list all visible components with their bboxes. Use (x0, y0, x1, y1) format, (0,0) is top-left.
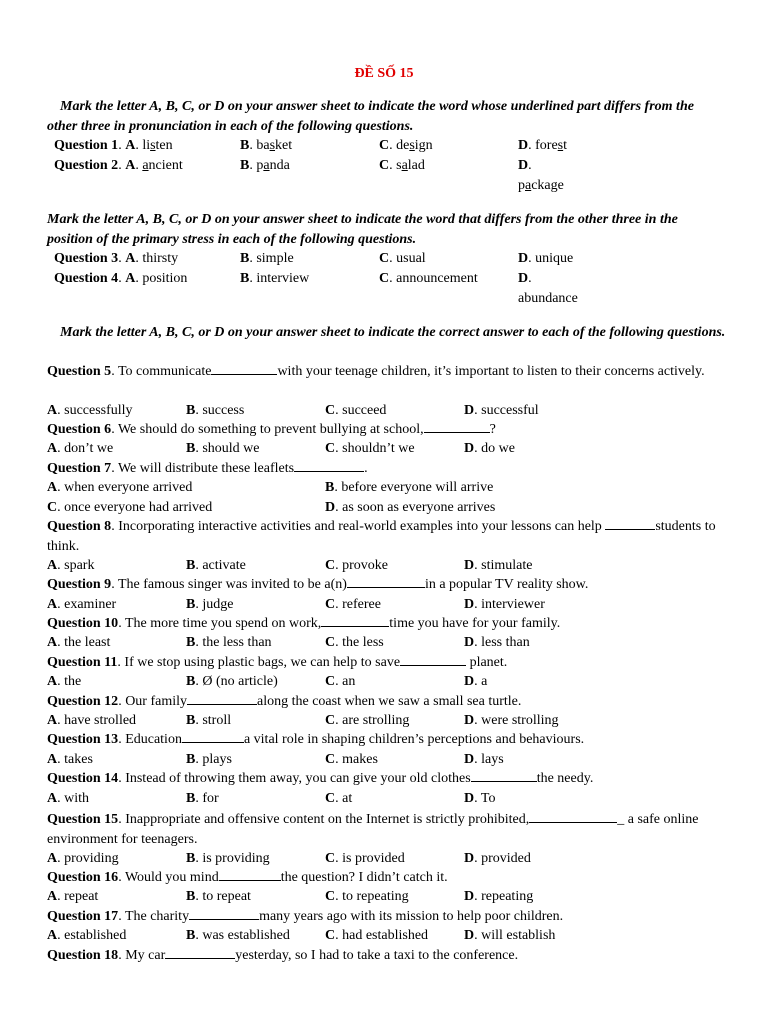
answer-blank (400, 653, 466, 666)
question-6-options: A. don’t we B. should we C. shouldn’t we D. do we (47, 441, 515, 456)
question-15-options: A. providing B. is providing C. is provided D. provided (47, 851, 531, 866)
question-8-stem: Question 8. Incorporating interactive activities and real-world examples into your lessons can help students to think. (47, 519, 716, 554)
question-5-options: A. successfully B. success C. succeed D. successful (47, 403, 539, 418)
question-11-options: A. the B. Ø (no article) C. an D. a (47, 674, 488, 689)
answer-blank (471, 769, 537, 782)
question-5-stem: Question 5. To communicate with your teenage children, it’s important to listen to their concerns actively. (47, 364, 705, 379)
question-15-stem: Question 15. Inappropriate and offensive content on the Internet is strictly prohibited, _ a safe online environment for teenagers. (47, 812, 699, 847)
question-6-stem: Question 6. We should do something to prevent bullying at school, ? (47, 422, 496, 437)
answer-blank (182, 730, 244, 743)
question-10-options: A. the least B. the less than C. the less D. less than (47, 635, 530, 650)
question-13-stem: Question 13. Education a vital role in shaping children’s perceptions and behaviours. (47, 732, 585, 747)
answer-blank (321, 614, 389, 627)
answer-blank (605, 517, 655, 530)
question-13-options: A. takes B. plays C. makes D. lays (47, 752, 504, 767)
answer-blank (165, 946, 235, 959)
question-12-stem: Question 12. Our family along the coast when we saw a small sea turtle. (47, 694, 522, 709)
answer-blank (424, 420, 490, 433)
answer-blank (219, 868, 281, 881)
answer-blank (529, 810, 617, 823)
question-17-stem: Question 17. The charity many years ago with its mission to help poor children. (47, 909, 564, 924)
question-14-stem: Question 14. Instead of throwing them away, you can give your old clothes the needy. (47, 771, 594, 786)
answer-blank (187, 692, 257, 705)
exam-title: ĐỀ SỐ 15 (354, 66, 414, 81)
section2-instruction: Mark the letter A, B, C, or D on your answer sheet to indicate the word that differs from the other three in the position of the primary stress in each of the following questions. (47, 212, 678, 247)
question-18-stem: Question 18. My car yesterday, so I had to take a taxi to the conference. (47, 948, 519, 963)
question-14-options: A. with B. for C. at D. To (47, 791, 496, 806)
section1-instruction: Mark the letter A, B, C, or D on your answer sheet to indicate the word whose underlined part differs from the other three in pronunciation in each of the following questions. (47, 99, 694, 134)
question-10-stem: Question 10. The more time you spend on work, time you have for your family. (47, 616, 561, 631)
answer-blank (189, 907, 259, 920)
question-7-options-cd: C. once everyone had arrived D. as soon as everyone arrives (47, 500, 496, 515)
answer-blank (211, 362, 277, 375)
question-11-stem: Question 11. If we stop using plastic bags, we can help to save planet. (47, 655, 508, 670)
question-2: Question 2. A. ancient B. panda C. salad D. package (54, 158, 564, 193)
question-16-options: A. repeat B. to repeat C. to repeating D. repeating (47, 889, 534, 904)
question-3: Question 3. A. thirsty B. simple C. usual D. unique (54, 251, 574, 266)
question-8-options: A. spark B. activate C. provoke D. stimulate (47, 558, 533, 573)
question-1: Question 1. A. listen B. basket C. design D. forest (54, 138, 568, 153)
question-7-options-ab: A. when everyone arrived B. before everyone will arrive (47, 480, 494, 495)
question-4: Question 4. A. position B. interview C. announcement D. abundance (54, 271, 578, 306)
section3-instruction: Mark the letter A, B, C, or D on your answer sheet to indicate the correct answer to each of the following questions. (60, 325, 726, 340)
question-12-options: A. have strolled B. stroll C. are strolling D. were strolling (47, 713, 559, 728)
question-9-options: A. examiner B. judge C. referee D. interviewer (47, 597, 545, 612)
question-9-stem: Question 9. The famous singer was invited to be a(n) in a popular TV reality show. (47, 577, 589, 592)
q1-label: Question 1 (54, 138, 119, 153)
question-17-options: A. established B. was established C. had established D. will establish (47, 928, 556, 943)
question-16-stem: Question 16. Would you mind the question? I didn’t catch it. (47, 870, 448, 885)
answer-blank (294, 459, 364, 472)
answer-blank (347, 575, 425, 588)
question-7-stem: Question 7. We will distribute these leaflets . (47, 461, 368, 476)
